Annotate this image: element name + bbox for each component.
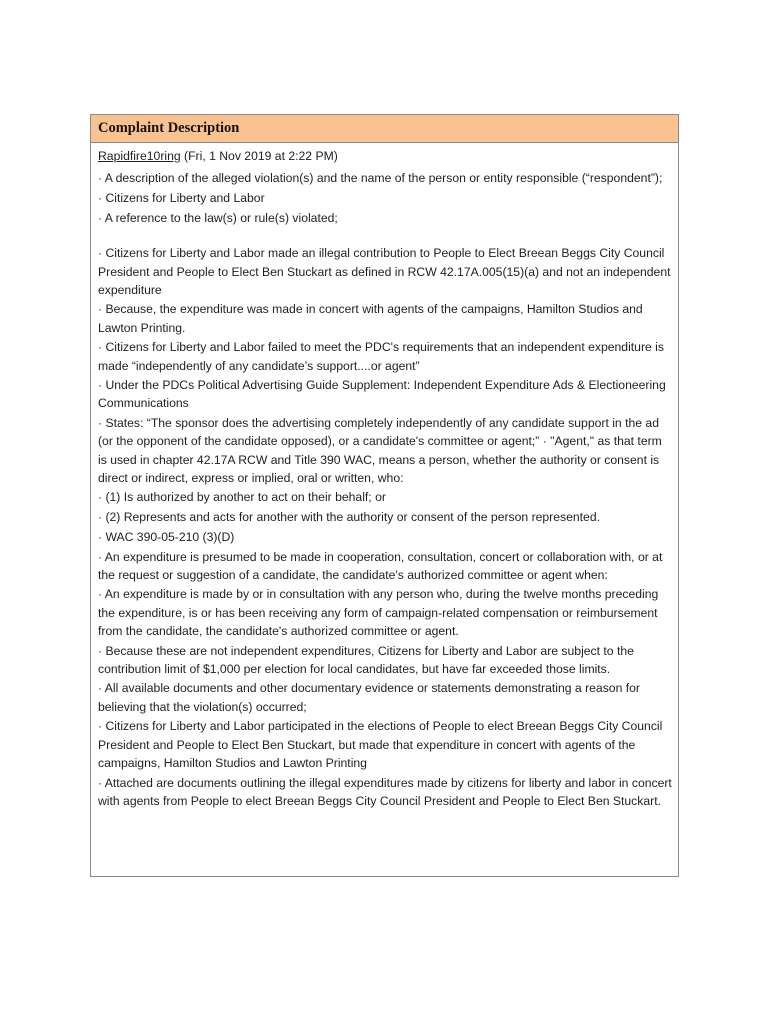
complaint-item: · All available documents and other documentary evidence or statements demonstrating a reason for believing that the violation(s) occurred; xyxy=(98,681,640,714)
complaint-item: · Citizens for Liberty and Labor participated in the elections of People to elect Breean Beggs City Council President and People to Elect Ben Stuckart, but made that expenditure in concert with agents of the campaigns, Hamilton Studios and Lawton Printing xyxy=(98,719,663,770)
complaint-item: · Attached are documents outlining the illegal expenditures made by citizens for liberty and labor in concert with agents from People to elect Breean Beggs City Council President and People to Elect Ben Stuckart. xyxy=(98,775,672,808)
complaint-item: · Citizens for Liberty and Labor made an illegal contribution to People to Elect Breean Beggs City Council President and People to Elect Ben Stuckart as defined in RCW 42.17A.005(15)(a) and not an independent expenditure xyxy=(98,246,671,297)
intro-item-law-reference: · A reference to the law(s) or rule(s) violated; xyxy=(98,210,338,225)
complaint-item: · States: “The sponsor does the advertising completely independently of any candidate support in the ad (or the opponent of the candidate opposed), or a candidate's committee or agent;” · "Agent," as that term is used in chapter 42.17A RCW and Title 390 WAC, means a person, whether the authority or consent is direct or indirect, express or implied, oral or written, who: xyxy=(98,416,662,485)
complaint-item: · WAC 390-05-210 (3)(D) xyxy=(98,529,235,544)
complaint-item: · Citizens for Liberty and Labor failed to meet the PDC's requirements that an independent expenditure is made “independently of any candidate’s support....or agent” xyxy=(98,340,664,373)
complaint-description-header: Complaint Description xyxy=(91,115,678,143)
intro-item-description: · A description of the alleged violation(s) and the name of the person or entity responsible (“respondent”); xyxy=(98,171,663,186)
intro-item-respondent: · Citizens for Liberty and Labor xyxy=(98,190,265,205)
paragraph-gap xyxy=(98,228,672,244)
post-meta xyxy=(98,147,672,165)
post-timestamp: (Fri, 1 Nov 2019 at 2:22 PM) xyxy=(184,149,338,163)
complaint-item: · (1) Is authorized by another to act on their behalf; or xyxy=(98,490,386,505)
complaint-item: · (2) Represents and acts for another with the authority or consent of the person represented. xyxy=(98,510,600,525)
complaint-item: · An expenditure is presumed to be made in cooperation, consultation, concert or collaboration with, or at the request or suggestion of a candidate, the candidate's authorized committee or agent when: xyxy=(98,549,663,582)
complaint-item: · Under the PDCs Political Advertising Guide Supplement: Independent Expenditure Ads & Electioneering Communications xyxy=(98,378,666,411)
complaint-body xyxy=(91,143,678,810)
complaint-item: · Because these are not independent expenditures, Citizens for Liberty and Labor are subject to the contribution limit of $1,000 per election for local candidates, but have far exceeded those limits. xyxy=(98,643,634,676)
complaint-item: · An expenditure is made by or in consultation with any person who, during the twelve months preceding the expenditure, is or has been receiving any form of campaign-related compensation or reimbursement from the candidate, the candidate's authorized committee or agent. xyxy=(98,587,659,638)
complaint-item: · Because, the expenditure was made in concert with agents of the campaigns, Hamilton Studios and Lawton Printing. xyxy=(98,302,643,335)
complaint-description-box xyxy=(90,114,679,877)
author-link[interactable]: Rapidfire10ring xyxy=(98,149,181,163)
